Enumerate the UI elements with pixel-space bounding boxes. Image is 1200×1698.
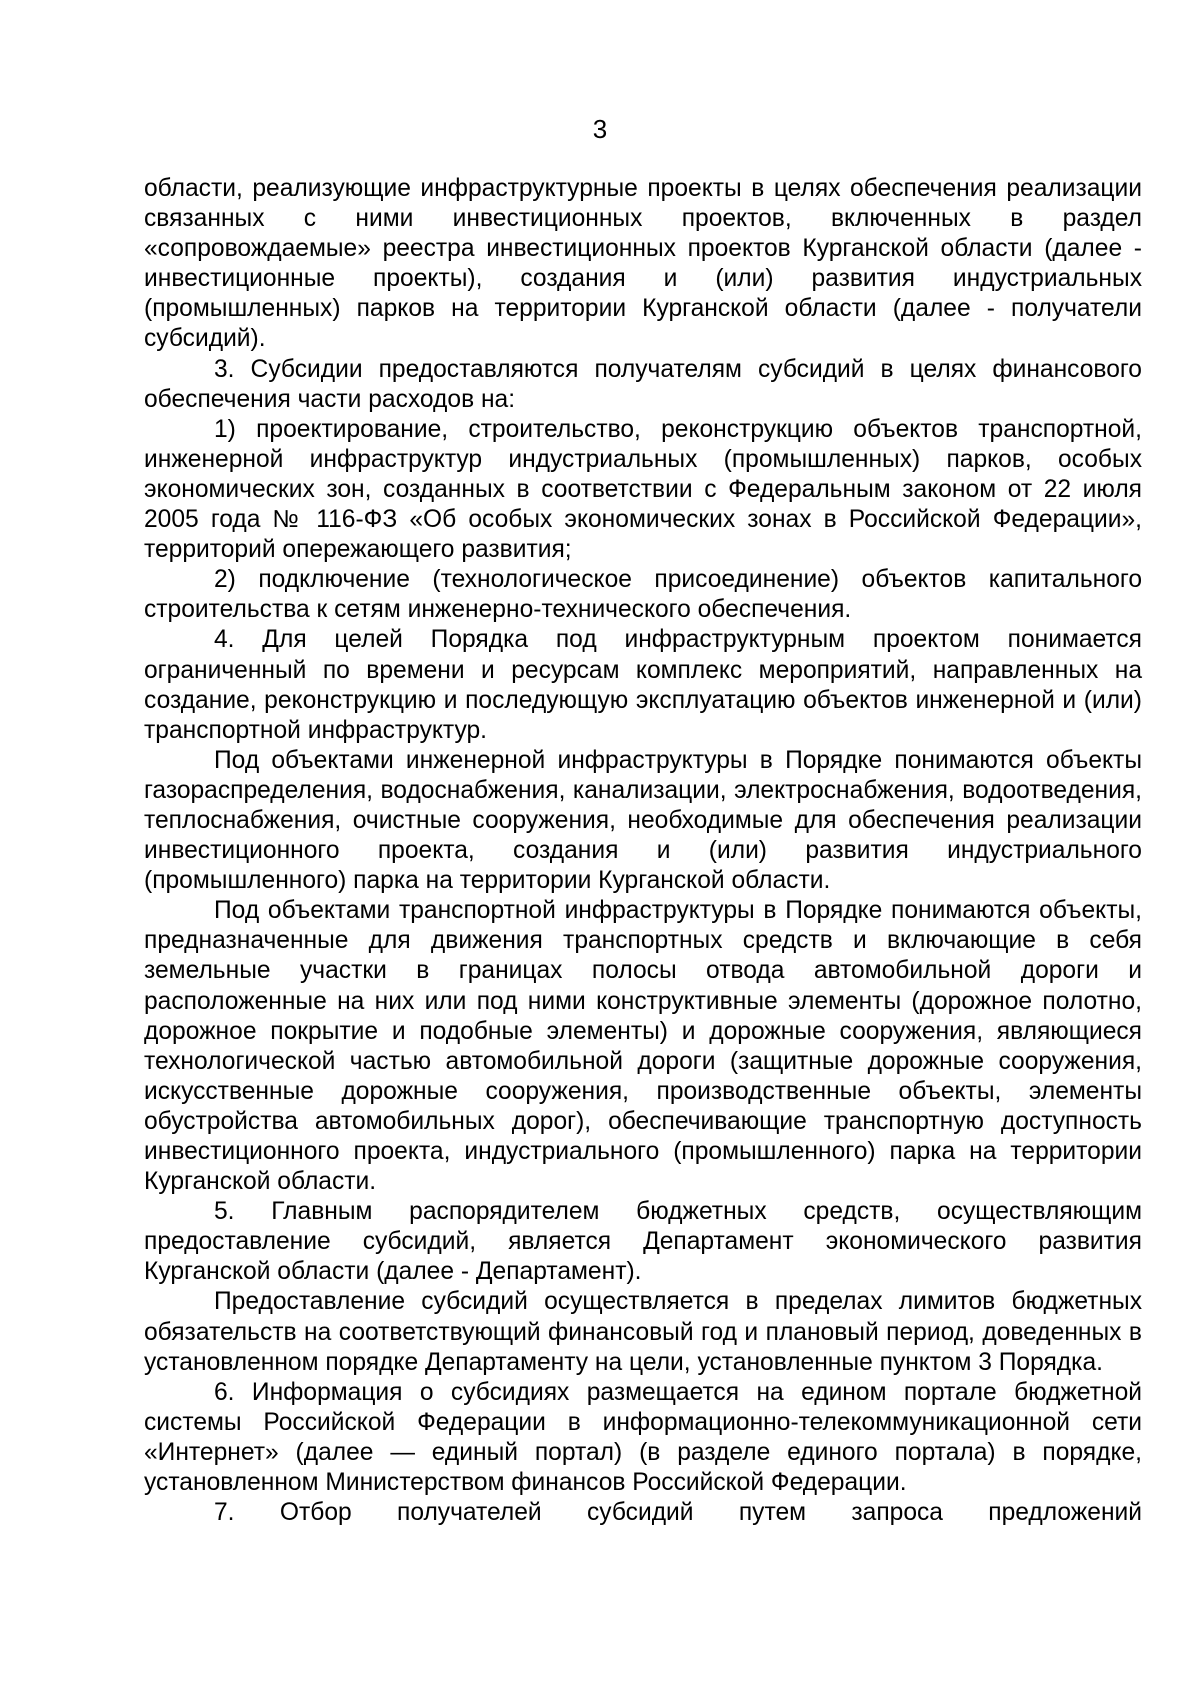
- paragraph-item-4: 4. Для целей Порядка под инфраструктурным проектом понимается ограниченный по времени и ресурсам комплекс мероприятий, направленных на создание, реконструкцию и последующую эксплуатацию объектов инженерной и (или) транспортной инфраструктур.: [144, 626, 1142, 744]
- document-body: [144, 174, 1142, 1528]
- paragraph-engineering-infrastructure: Под объектами инженерной инфраструктуры в Порядке понимаются объекты газораспределения, водоснабжения, канализации, электроснабжения, водоотведения, теплоснабжения, очистные сооружения, необходимые для обеспечения реализации инвестиционного проекта, создания и (или) развития индустриального (промышленного) парка на территории Курганской области.: [144, 746, 1142, 895]
- paragraph-subitem-2: 2) подключение (технологическое присоединение) объектов капитального строительства к сетям инженерно-технического обеспечения.: [144, 566, 1142, 624]
- paragraph-item-3: 3. Субсидии предоставляются получателям субсидий в целях финансового обеспечения части расходов на:: [144, 355, 1142, 413]
- paragraph-subitem-1: 1) проектирование, строительство, реконструкцию объектов транспортной, инженерной инфраструктур индустриальных (промышленных) парков, особых экономических зон, созданных в соответствии с Федеральным законом от 22 июля 2005 года № 116-ФЗ «Об особых экономических зонах в Российской Федерации», территорий опережающего развития;: [144, 415, 1142, 564]
- paragraph-item-7: 7. Отбор получателей субсидий путем запроса предложений: [214, 1499, 1142, 1527]
- paragraph-intro-continuation: области, реализующие инфраструктурные проекты в целях обеспечения реализации связанных с ними инвестиционных проектов, включенных в раздел «сопровождаемые» реестра инвестиционных проектов Курганской области (далее - инвестиционные проекты), создания и (или) развития индустриальных (промышленных) парков на территории Курганской области (далее - получатели субсидий).: [144, 175, 1142, 353]
- page-number: 3: [592, 114, 608, 144]
- paragraph-transport-infrastructure: Под объектами транспортной инфраструктуры в Порядке понимаются объекты, предназначенные для движения транспортных средств и включающие в себя земельные участки в границах полосы отвода автомобильной дороги и расположенные на них или под ними конструктивные элементы (дорожное полотно, дорожное покрытие и подобные элементы) и дорожные сооружения, являющиеся технологической частью автомобильной дороги (защитные дорожные сооружения, искусственные дорожные сооружения, производственные объекты, элементы обустройства автомобильных дорог), обеспечивающие транспортную доступность инвестиционного проекта, индустриального (промышленного) парка на территории Курганской области.: [144, 897, 1142, 1196]
- paragraph-item-6: 6. Информация о субсидиях размещается на едином портале бюджетной системы Российской Федерации в информационно-телекоммуникационной сети «Интернет» (далее — единый портал) (в разделе единого портала) в порядке, установленном Министерством финансов Российской Федерации.: [144, 1378, 1142, 1497]
- paragraph-subsidy-limits: Предоставление субсидий осуществляется в пределах лимитов бюджетных обязательств на соответствующий финансовый год и плановый период, доведенных в установленном порядке Департаменту на цели, установленные пунктом 3 Порядка.: [144, 1288, 1142, 1376]
- paragraph-item-5: 5. Главным распорядителем бюджетных средств, осуществляющим предоставление субсидий, является Департамент экономического развития Курганской области (далее - Департамент).: [144, 1198, 1142, 1286]
